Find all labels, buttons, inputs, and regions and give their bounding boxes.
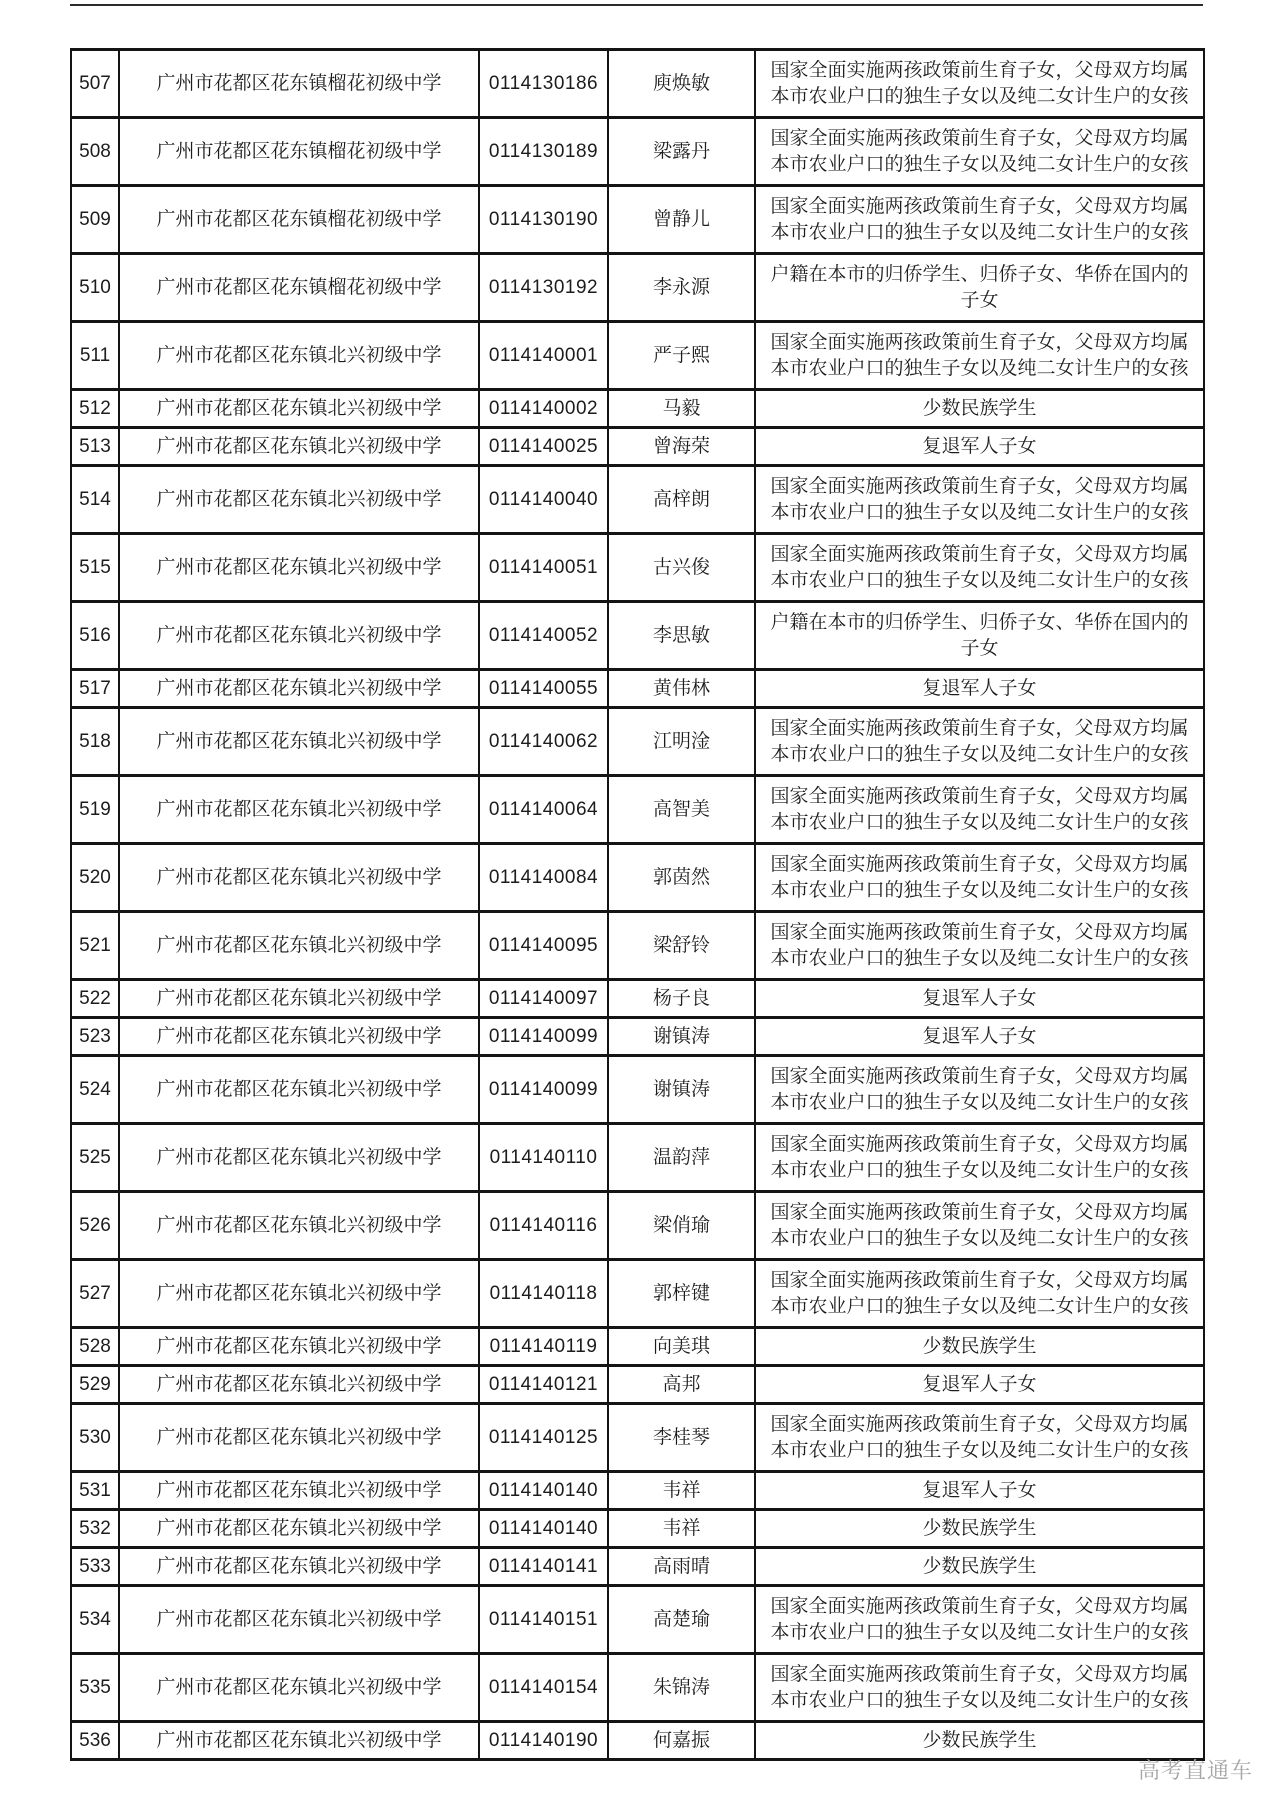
cell-school-name: 广州市花都区花东镇北兴初级中学: [119, 1654, 479, 1722]
table-row: [71, 1510, 1204, 1548]
cell-student-name: 严子熙: [608, 322, 755, 390]
cell-row-number: 520: [71, 844, 119, 912]
cell-exam-number: 0114140055: [479, 670, 608, 708]
cell-student-name: 马毅: [608, 390, 755, 428]
table-row: [71, 1722, 1204, 1760]
cell-row-number: 507: [71, 50, 119, 118]
table-row: [71, 670, 1204, 708]
table-row: [71, 1404, 1204, 1472]
cell-school-name: 广州市花都区花东镇北兴初级中学: [119, 390, 479, 428]
cell-eligibility-category: 国家全面实施两孩政策前生育子女，父母双方均属本市农业户口的独生子女以及纯二女计生户的女孩: [755, 1586, 1204, 1654]
table-row: [71, 118, 1204, 186]
cell-eligibility-category: 国家全面实施两孩政策前生育子女，父母双方均属本市农业户口的独生子女以及纯二女计生户的女孩: [755, 1192, 1204, 1260]
cell-school-name: 广州市花都区花东镇北兴初级中学: [119, 1260, 479, 1328]
table-row: [71, 390, 1204, 428]
cell-student-name: 李永源: [608, 254, 755, 322]
cell-student-name: 谢镇涛: [608, 1056, 755, 1124]
cell-exam-number: 0114140099: [479, 1018, 608, 1056]
table-row: [71, 428, 1204, 466]
cell-student-name: 古兴俊: [608, 534, 755, 602]
cell-eligibility-category: 复退军人子女: [755, 980, 1204, 1018]
cell-eligibility-category: 少数民族学生: [755, 1548, 1204, 1586]
cell-student-name: 高智美: [608, 776, 755, 844]
cell-school-name: 广州市花都区花东镇北兴初级中学: [119, 1366, 479, 1404]
table-row: [71, 50, 1204, 118]
cell-eligibility-category: 国家全面实施两孩政策前生育子女，父母双方均属本市农业户口的独生子女以及纯二女计生户的女孩: [755, 844, 1204, 912]
cell-student-name: 梁俏瑜: [608, 1192, 755, 1260]
cell-school-name: 广州市花都区花东镇北兴初级中学: [119, 776, 479, 844]
cell-eligibility-category: 国家全面实施两孩政策前生育子女，父母双方均属本市农业户口的独生子女以及纯二女计生户的女孩: [755, 776, 1204, 844]
cell-exam-number: 0114140151: [479, 1586, 608, 1654]
cell-eligibility-category: 国家全面实施两孩政策前生育子女，父母双方均属本市农业户口的独生子女以及纯二女计生户的女孩: [755, 1654, 1204, 1722]
cell-row-number: 518: [71, 708, 119, 776]
table-row: [71, 602, 1204, 670]
cell-student-name: 杨子良: [608, 980, 755, 1018]
cell-exam-number: 0114130189: [479, 118, 608, 186]
cell-school-name: 广州市花都区花东镇北兴初级中学: [119, 1586, 479, 1654]
cell-row-number: 514: [71, 466, 119, 534]
cell-exam-number: 0114140119: [479, 1328, 608, 1366]
cell-exam-number: 0114140099: [479, 1056, 608, 1124]
cell-eligibility-category: 国家全面实施两孩政策前生育子女，父母双方均属本市农业户口的独生子女以及纯二女计生户的女孩: [755, 186, 1204, 254]
cell-exam-number: 0114140190: [479, 1722, 608, 1760]
cell-exam-number: 0114140121: [479, 1366, 608, 1404]
cell-eligibility-category: 户籍在本市的归侨学生、归侨子女、华侨在国内的子女: [755, 602, 1204, 670]
table-row: [71, 466, 1204, 534]
table-row: [71, 1586, 1204, 1654]
cell-row-number: 532: [71, 1510, 119, 1548]
cell-row-number: 509: [71, 186, 119, 254]
cell-school-name: 广州市花都区花东镇北兴初级中学: [119, 602, 479, 670]
cell-exam-number: 0114140095: [479, 912, 608, 980]
table-row: [71, 708, 1204, 776]
cell-eligibility-category: 国家全面实施两孩政策前生育子女，父母双方均属本市农业户口的独生子女以及纯二女计生户的女孩: [755, 534, 1204, 602]
cell-eligibility-category: 复退军人子女: [755, 670, 1204, 708]
cell-school-name: 广州市花都区花东镇北兴初级中学: [119, 322, 479, 390]
cell-exam-number: 0114140110: [479, 1124, 608, 1192]
cell-eligibility-category: 国家全面实施两孩政策前生育子女，父母双方均属本市农业户口的独生子女以及纯二女计生户的女孩: [755, 1260, 1204, 1328]
cell-student-name: 梁露丹: [608, 118, 755, 186]
cell-eligibility-category: 国家全面实施两孩政策前生育子女，父母双方均属本市农业户口的独生子女以及纯二女计生户的女孩: [755, 1404, 1204, 1472]
cell-school-name: 广州市花都区花东镇北兴初级中学: [119, 1124, 479, 1192]
cell-exam-number: 0114140097: [479, 980, 608, 1018]
table-row: [71, 980, 1204, 1018]
table-body: [71, 50, 1204, 1760]
table-row: [71, 1366, 1204, 1404]
cell-row-number: 511: [71, 322, 119, 390]
cell-school-name: 广州市花都区花东镇北兴初级中学: [119, 1722, 479, 1760]
cell-row-number: 513: [71, 428, 119, 466]
cell-student-name: 高楚瑜: [608, 1586, 755, 1654]
cell-school-name: 广州市花都区花东镇北兴初级中学: [119, 466, 479, 534]
cell-exam-number: 0114140141: [479, 1548, 608, 1586]
cell-student-name: 郭茵然: [608, 844, 755, 912]
cell-row-number: 510: [71, 254, 119, 322]
cell-row-number: 508: [71, 118, 119, 186]
cell-eligibility-category: 国家全面实施两孩政策前生育子女，父母双方均属本市农业户口的独生子女以及纯二女计生户的女孩: [755, 50, 1204, 118]
cell-school-name: 广州市花都区花东镇榴花初级中学: [119, 50, 479, 118]
cell-student-name: 温韵萍: [608, 1124, 755, 1192]
cell-row-number: 533: [71, 1548, 119, 1586]
cell-school-name: 广州市花都区花东镇北兴初级中学: [119, 1548, 479, 1586]
cell-row-number: 524: [71, 1056, 119, 1124]
cell-school-name: 广州市花都区花东镇北兴初级中学: [119, 708, 479, 776]
cell-exam-number: 0114140062: [479, 708, 608, 776]
cell-row-number: 521: [71, 912, 119, 980]
cell-student-name: 高雨晴: [608, 1548, 755, 1586]
cell-school-name: 广州市花都区花东镇北兴初级中学: [119, 1328, 479, 1366]
cell-eligibility-category: 少数民族学生: [755, 390, 1204, 428]
cell-eligibility-category: 户籍在本市的归侨学生、归侨子女、华侨在国内的子女: [755, 254, 1204, 322]
cell-exam-number: 0114140140: [479, 1510, 608, 1548]
table-row: [71, 254, 1204, 322]
cell-eligibility-category: 复退军人子女: [755, 1366, 1204, 1404]
watermark-text: 高考直通车: [1137, 1758, 1253, 1783]
table-row: [71, 1260, 1204, 1328]
cell-eligibility-category: 国家全面实施两孩政策前生育子女，父母双方均属本市农业户口的独生子女以及纯二女计生户的女孩: [755, 912, 1204, 980]
cell-eligibility-category: 国家全面实施两孩政策前生育子女，父母双方均属本市农业户口的独生子女以及纯二女计生户的女孩: [755, 466, 1204, 534]
cell-exam-number: 0114140116: [479, 1192, 608, 1260]
table-row: [71, 186, 1204, 254]
cell-exam-number: 0114130192: [479, 254, 608, 322]
table-row: [71, 912, 1204, 980]
cell-exam-number: 0114140140: [479, 1472, 608, 1510]
cell-eligibility-category: 少数民族学生: [755, 1328, 1204, 1366]
cell-student-name: 谢镇涛: [608, 1018, 755, 1056]
cell-eligibility-category: 复退军人子女: [755, 1472, 1204, 1510]
table-row: [71, 1328, 1204, 1366]
cell-row-number: 522: [71, 980, 119, 1018]
cell-row-number: 526: [71, 1192, 119, 1260]
cell-school-name: 广州市花都区花东镇北兴初级中学: [119, 1472, 479, 1510]
table-row: [71, 1548, 1204, 1586]
cell-exam-number: 0114140084: [479, 844, 608, 912]
cell-school-name: 广州市花都区花东镇榴花初级中学: [119, 118, 479, 186]
table-row: [71, 1124, 1204, 1192]
cell-student-name: 李思敏: [608, 602, 755, 670]
student-eligibility-table: [70, 48, 1205, 1761]
table-row: [71, 844, 1204, 912]
cell-eligibility-category: 复退军人子女: [755, 428, 1204, 466]
cell-exam-number: 0114140052: [479, 602, 608, 670]
cell-eligibility-category: 少数民族学生: [755, 1722, 1204, 1760]
cell-row-number: 515: [71, 534, 119, 602]
cell-student-name: 黄伟林: [608, 670, 755, 708]
cell-exam-number: 0114140025: [479, 428, 608, 466]
table-row: [71, 1056, 1204, 1124]
cell-school-name: 广州市花都区花东镇北兴初级中学: [119, 1018, 479, 1056]
cell-exam-number: 0114140002: [479, 390, 608, 428]
cell-school-name: 广州市花都区花东镇榴花初级中学: [119, 254, 479, 322]
table-row: [71, 534, 1204, 602]
table-row: [71, 1018, 1204, 1056]
cell-eligibility-category: 国家全面实施两孩政策前生育子女，父母双方均属本市农业户口的独生子女以及纯二女计生户的女孩: [755, 1056, 1204, 1124]
cell-student-name: 曾静儿: [608, 186, 755, 254]
cell-eligibility-category: 复退军人子女: [755, 1018, 1204, 1056]
table-row: [71, 1472, 1204, 1510]
cell-school-name: 广州市花都区花东镇北兴初级中学: [119, 1510, 479, 1548]
cell-student-name: 庾焕敏: [608, 50, 755, 118]
cell-row-number: 527: [71, 1260, 119, 1328]
page-break-rule: [70, 4, 1203, 6]
cell-exam-number: 0114140125: [479, 1404, 608, 1472]
cell-student-name: 韦祥: [608, 1510, 755, 1548]
cell-row-number: 531: [71, 1472, 119, 1510]
cell-student-name: 郭梓键: [608, 1260, 755, 1328]
cell-student-name: 江明淦: [608, 708, 755, 776]
cell-student-name: 李桂琴: [608, 1404, 755, 1472]
cell-student-name: 朱锦涛: [608, 1654, 755, 1722]
cell-student-name: 韦祥: [608, 1472, 755, 1510]
cell-exam-number: 0114140118: [479, 1260, 608, 1328]
cell-student-name: 向美琪: [608, 1328, 755, 1366]
cell-row-number: 519: [71, 776, 119, 844]
cell-row-number: 525: [71, 1124, 119, 1192]
cell-eligibility-category: 少数民族学生: [755, 1510, 1204, 1548]
cell-school-name: 广州市花都区花东镇北兴初级中学: [119, 1056, 479, 1124]
cell-row-number: 535: [71, 1654, 119, 1722]
cell-school-name: 广州市花都区花东镇北兴初级中学: [119, 912, 479, 980]
table-row: [71, 776, 1204, 844]
cell-eligibility-category: 国家全面实施两孩政策前生育子女，父母双方均属本市农业户口的独生子女以及纯二女计生户的女孩: [755, 708, 1204, 776]
cell-row-number: 528: [71, 1328, 119, 1366]
cell-row-number: 529: [71, 1366, 119, 1404]
table-row: [71, 1192, 1204, 1260]
cell-eligibility-category: 国家全面实施两孩政策前生育子女，父母双方均属本市农业户口的独生子女以及纯二女计生户的女孩: [755, 322, 1204, 390]
cell-student-name: 高邦: [608, 1366, 755, 1404]
cell-student-name: 高梓朗: [608, 466, 755, 534]
cell-school-name: 广州市花都区花东镇北兴初级中学: [119, 428, 479, 466]
cell-exam-number: 0114140040: [479, 466, 608, 534]
cell-student-name: 梁舒铃: [608, 912, 755, 980]
cell-school-name: 广州市花都区花东镇北兴初级中学: [119, 980, 479, 1018]
cell-eligibility-category: 国家全面实施两孩政策前生育子女，父母双方均属本市农业户口的独生子女以及纯二女计生户的女孩: [755, 118, 1204, 186]
cell-exam-number: 0114140001: [479, 322, 608, 390]
cell-row-number: 523: [71, 1018, 119, 1056]
cell-exam-number: 0114140051: [479, 534, 608, 602]
cell-exam-number: 0114130186: [479, 50, 608, 118]
cell-school-name: 广州市花都区花东镇榴花初级中学: [119, 186, 479, 254]
cell-student-name: 何嘉振: [608, 1722, 755, 1760]
cell-school-name: 广州市花都区花东镇北兴初级中学: [119, 1192, 479, 1260]
cell-row-number: 530: [71, 1404, 119, 1472]
cell-exam-number: 0114140154: [479, 1654, 608, 1722]
cell-row-number: 516: [71, 602, 119, 670]
cell-row-number: 517: [71, 670, 119, 708]
cell-row-number: 512: [71, 390, 119, 428]
cell-school-name: 广州市花都区花东镇北兴初级中学: [119, 670, 479, 708]
cell-exam-number: 0114140064: [479, 776, 608, 844]
cell-student-name: 曾海荣: [608, 428, 755, 466]
cell-school-name: 广州市花都区花东镇北兴初级中学: [119, 534, 479, 602]
cell-school-name: 广州市花都区花东镇北兴初级中学: [119, 1404, 479, 1472]
table-row: [71, 1654, 1204, 1722]
cell-school-name: 广州市花都区花东镇北兴初级中学: [119, 844, 479, 912]
cell-eligibility-category: 国家全面实施两孩政策前生育子女，父母双方均属本市农业户口的独生子女以及纯二女计生户的女孩: [755, 1124, 1204, 1192]
table-row: [71, 322, 1204, 390]
cell-row-number: 534: [71, 1586, 119, 1654]
cell-row-number: 536: [71, 1722, 119, 1760]
cell-exam-number: 0114130190: [479, 186, 608, 254]
